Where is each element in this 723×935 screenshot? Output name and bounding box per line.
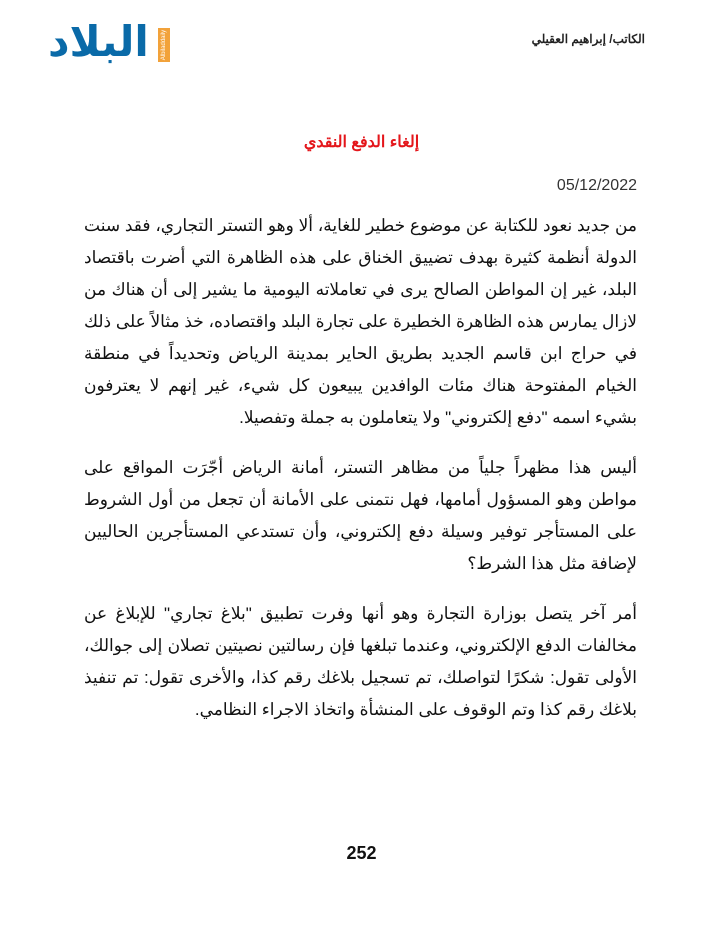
article-paragraph: أليس هذا مظهراً جلياً من مظاهر التستر، أمانة الرياض أجّرَت المواقع على مواطن وهو المسؤول أمامها، فهل نتمنى على الأمانة أن تجعل من أول الشروط على المستأجر توفير وسيلة دفع إلكتروني، وأن تستدعي المستأجرين الحاليين لإضافة مثل هذا الشرط؟ [84, 458, 637, 573]
article-title: إلغاء الدفع النقدي [303, 134, 420, 151]
logo-tag-text: Albiladdaily [161, 29, 167, 61]
page-number: 252 [346, 843, 377, 863]
logo-wordmark: البلاد [48, 17, 149, 66]
albilad-logo [48, 17, 176, 68]
article-paragraph: أمر آخر يتصل بوزارة التجارة وهو أنها وفرت تطبيق "بلاغ تجاري" للإبلاغ عن مخالفات الدفع الإلكتروني، وعندما تبلغها فإن رسالتين نصيتين تصلان إلى جوالك، الأولى تقول: شكرًا لتواصلك، تم تسجيل بلاغك رقم كذا، والأخرى تقول: تم تنفيذ بلاغك رقم كذا وتم الوقوف على المنشأة واتخاذ الاجراء النظامي. [84, 604, 637, 719]
article-body [84, 210, 637, 744]
author-name: الكاتب/ إبراهيم العقيلي [531, 32, 645, 46]
logo-tag [158, 28, 170, 62]
article-paragraph: من جديد نعود للكتابة عن موضوع خطير للغاية، ألا وهو التستر التجاري، فقد سنت الدولة أنظمة كثيرة بهدف تضييق الخناق على هذه الظاهرة التي أضرت باقتصاد البلد، غير إن المواطن الصالح يرى في تعاملاته اليومية ما يشير إلى أن هناك من لازال يمارس هذه الظاهرة الخطيرة على تجارة البلد واقتصاده، خذ مثالاً على ذلك في حراج ابن قاسم الجديد بطريق الحاير بمدينة الرياض وتحديداً في منطقة الخيام المفتوحة هناك مئات الوافدين يبيعون كل شيء، غير إنهم لا يعترفون بشيء اسمه "دفع إلكتروني" ولا يتعاملون به جملة وتفصيلا. [84, 216, 637, 427]
article-date: 05/12/2022 [556, 177, 637, 194]
